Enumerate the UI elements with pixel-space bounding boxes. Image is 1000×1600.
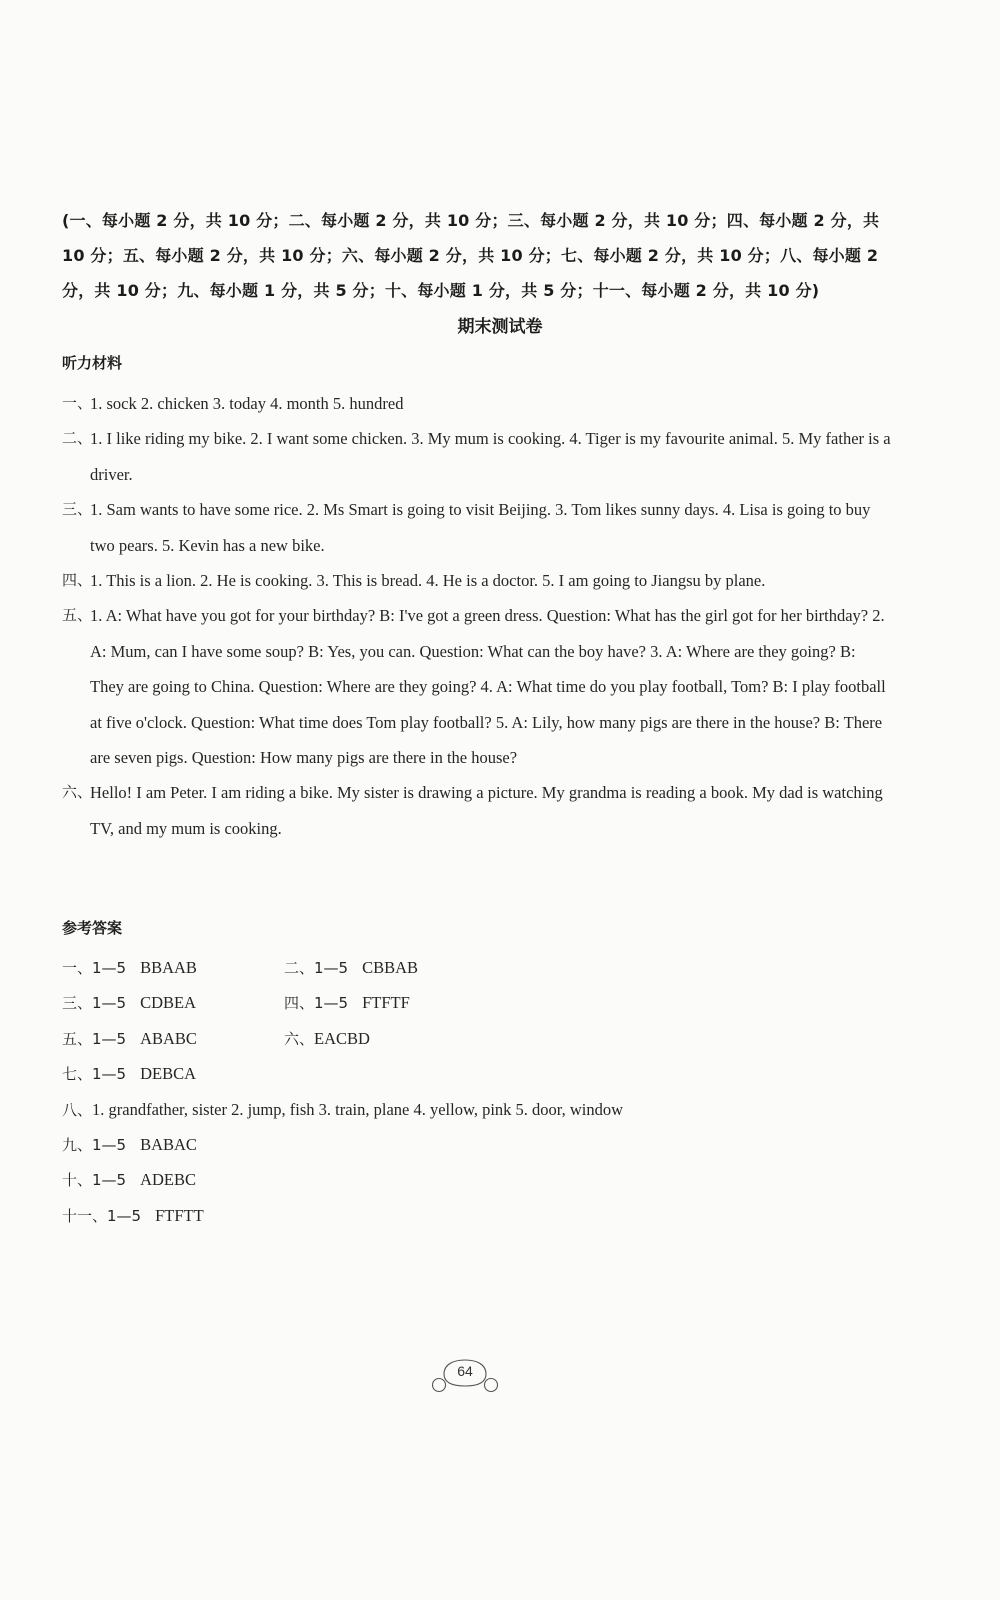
answer-index: 六、 <box>284 1029 315 1048</box>
item-number: 三、 <box>62 500 93 519</box>
answer-row <box>62 1021 892 1056</box>
answer-value: BBAAB <box>140 958 197 977</box>
answer-value: 1. grandfather, sister 2. jump, fish 3. train, plane 4. yellow, pink 5. door, window <box>92 1099 624 1119</box>
listening-item-2 <box>62 421 892 492</box>
item-text: 1. I like riding my bike. 2. I want some chicken. 3. My mum is cooking. 4. Tiger is my favourite animal. 5. My father is a driver. <box>90 429 891 484</box>
answer-value: ABABC <box>140 1028 197 1048</box>
answer-value: DEBCA <box>140 1064 197 1084</box>
answer-entry <box>284 950 418 986</box>
answer-entry <box>62 1056 196 1092</box>
answer-index: 十、1—5 <box>62 1171 127 1190</box>
page-number-badge <box>430 1352 500 1396</box>
answer-value: CDBEA <box>140 993 197 1013</box>
answer-value: CBBAB <box>362 958 419 977</box>
answer-value: FTFTF <box>362 993 410 1013</box>
scoring-note: (一、每小题 2 分，共 10 分；二、每小题 2 分，共 10 分；三、每小题 2 分，共 10 分；四、每小题 2 分，共 10 分；五、每小题 2 分，共 10 分；六、每小题 2 分，共 10 分；七、每小题 2 分，共 10 分；八、每小题 2 分，共 10 分；九、每小题 1 分，共 5 分；十、每小题 1 分，共 5 分；十一、每小题 2 分，共 10 分) <box>62 211 880 300</box>
answer-value: EACBD <box>314 1028 370 1048</box>
item-text: 1. sock 2. chicken 3. today 4. month 5. hundred <box>90 394 404 413</box>
item-text: 1. This is a lion. 2. He is cooking. 3. This is bread. 4. He is a doctor. 5. I am going to Jiangsu by plane. <box>90 571 766 591</box>
listening-item-4 <box>62 563 892 598</box>
answer-row <box>62 1162 892 1197</box>
listening-item-6 <box>62 775 892 846</box>
answer-index: 五、1—5 <box>62 1029 127 1048</box>
answer-row <box>62 985 892 1020</box>
answer-row <box>62 1056 892 1091</box>
answer-index: 四、1—5 <box>284 994 349 1013</box>
listening-item-5 <box>62 598 892 775</box>
answer-entry <box>62 1092 623 1128</box>
listening-item-3 <box>62 492 892 563</box>
item-number: 六、 <box>62 783 93 802</box>
page-number: 64 <box>457 1363 473 1379</box>
answer-entry <box>62 950 197 986</box>
answer-value: ADEBC <box>140 1170 197 1190</box>
item-number: 五、 <box>62 606 93 625</box>
answer-entry <box>62 1127 197 1163</box>
answer-entry <box>284 985 410 1021</box>
item-text: 1. A: What have you got for your birthday? B: I've got a green dress. Question: What has the girl got for her birthday? 2. A: Mum, can I have some soup? B: Yes, you can. Question: What can the boy have? 3. A: Where are they going? B: They are going to China. Question: Where are they going? 4. A: What time do you play football, Tom? B: I play football at five o'clock. Question: What time does Tom play football? 5. A: Lily, how many pigs are there in the house? B: There are seven pigs. Question: How many pigs are there in the house? <box>90 606 886 768</box>
answer-index: 一、1—5 <box>62 959 127 977</box>
answer-entry <box>62 1021 197 1057</box>
answer-index: 二、1—5 <box>284 959 349 977</box>
answer-index: 七、1—5 <box>62 1065 127 1084</box>
item-text: 1. Sam wants to have some rice. 2. Ms Smart is going to visit Beijing. 3. Tom likes sunny days. 4. Lisa is going to buy two pears. 5. Kevin has a new bike. <box>90 500 871 555</box>
listening-heading: 听力材料 <box>62 354 123 372</box>
item-number: 二、 <box>62 429 93 448</box>
answer-value: FTFTT <box>155 1205 204 1225</box>
listening-item-1 <box>62 386 892 421</box>
item-text: Hello! I am Peter. I am riding a bike. My sister is drawing a picture. My grandma is reading a book. My dad is watching TV, and my mum is cooking. <box>90 783 883 838</box>
answer-entry <box>62 1198 204 1234</box>
answer-index: 八、 <box>62 1100 93 1119</box>
answer-index: 十一、1—5 <box>62 1206 142 1225</box>
item-number: 四、 <box>62 571 93 590</box>
answer-entry <box>284 1021 370 1057</box>
answer-key <box>62 950 892 1233</box>
listening-material <box>62 386 892 846</box>
answers-heading: 参考答案 <box>62 919 123 937</box>
answer-row <box>62 1092 892 1127</box>
answer-index: 三、1—5 <box>62 994 127 1013</box>
answer-value: BABAC <box>140 1134 197 1154</box>
item-number: 一、 <box>62 394 93 412</box>
exam-title: 期末测试卷 <box>457 317 543 337</box>
answer-index: 九、1—5 <box>62 1135 127 1154</box>
answer-entry <box>62 1162 196 1198</box>
answer-row <box>62 1127 892 1162</box>
answer-entry <box>62 985 196 1021</box>
answer-row <box>62 1198 892 1233</box>
answer-row <box>62 950 892 985</box>
